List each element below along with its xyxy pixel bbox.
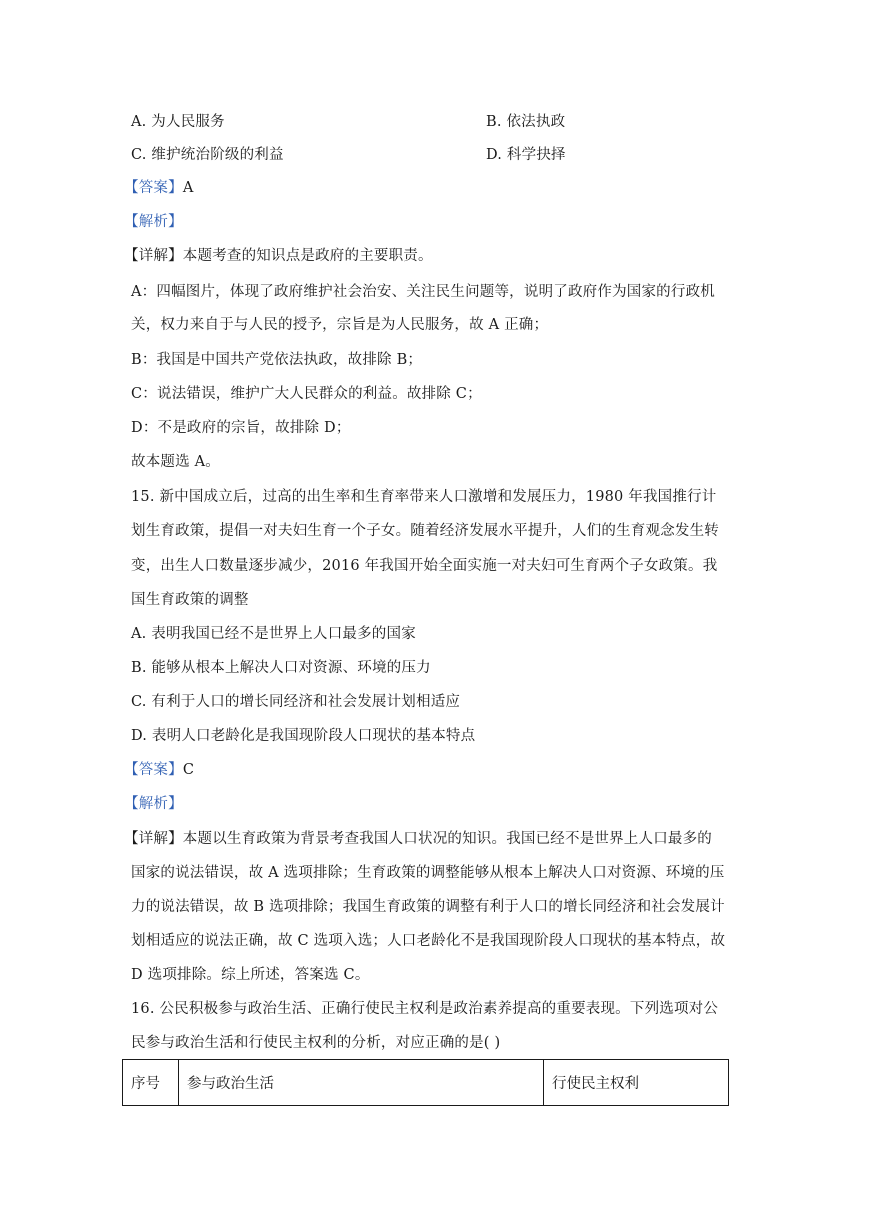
q15-option-d: D. 表明人口老龄化是我国现阶段人口现状的基本特点: [131, 728, 476, 744]
answer-value: A: [182, 180, 194, 196]
answer-value: C: [182, 762, 195, 778]
table-header-row: [123, 1060, 729, 1106]
q16-table: [122, 1059, 729, 1106]
q15-detail-line: 力的说法错误，故 B 选项排除；我国生育政策的调整有利于人口的增长同经济和社会发展计: [131, 899, 725, 915]
q15-detail-line: 国家的说法错误，故 A 选项排除；生育政策的调整能够从根本上解决人口对资源、环境的压: [131, 865, 725, 881]
q15-stem-line: 变，出生人口数量逐步减少，2016 年我国开始全面实施一对夫妇可生育两个子女政策。我: [131, 558, 718, 574]
table-header-cell: 行使民主权利: [544, 1060, 729, 1106]
q14-detail-line: A：四幅图片，体现了政府维护社会治安、关注民生问题等，说明了政府作为国家的行政机: [131, 284, 715, 300]
q15-analysis-label: 【解析】: [124, 796, 183, 812]
q15-detail-line: 【详解】本题以生育政策为背景考查我国人口状况的知识。我国已经不是世界上人口最多的: [124, 831, 712, 847]
q14-analysis-label: 【解析】: [124, 214, 183, 230]
q15-detail-line: D 选项排除。综上所述，答案选 C。: [131, 967, 370, 983]
q15-option-b: B. 能够从根本上解决人口对资源、环境的压力: [131, 660, 431, 676]
table-header-cell: 参与政治生活: [179, 1060, 544, 1106]
q14-option-b: B. 依法执政: [486, 114, 566, 130]
q16-stem-line: 16. 公民积极参与政治生活、正确行使民主权利是政治素养提高的重要表现。下列选项对公: [131, 1001, 719, 1017]
q14-detail-line: C：说法错误，维护广大人民群众的利益。故排除 C；: [131, 386, 482, 402]
q14-option-c: C. 维护统治阶级的利益: [131, 147, 284, 163]
q15-stem-line: 划生育政策，提倡一对夫妇生育一个子女。随着经济发展水平提升，人们的生育观念发生转: [131, 523, 719, 539]
q14-detail-line: 故本题选 A。: [131, 454, 220, 470]
q14-detail-line: 关，权力来自于与人民的授予，宗旨是为人民服务，故 A 正确；: [131, 317, 549, 333]
answer-label: 【答案】: [124, 762, 183, 778]
q15-detail-line: 划相适应的说法正确，故 C 选项入选；人口老龄化不是我国现阶段人口现状的基本特点，故: [131, 933, 726, 949]
q14-detail-line: D：不是政府的宗旨，故排除 D；: [131, 420, 351, 436]
q15-answer: [124, 760, 194, 780]
q15-option-c: C. 有利于人口的增长同经济和社会发展计划相适应: [131, 694, 461, 710]
q14-answer: [124, 178, 193, 198]
q15-stem-line: 国生育政策的调整: [131, 592, 249, 608]
q15-option-a: A. 表明我国已经不是世界上人口最多的国家: [131, 626, 416, 642]
answer-label: 【答案】: [124, 180, 183, 196]
q15-stem-line: 15. 新中国成立后，过高的出生率和生育率带来人口激增和发展压力，1980 年我国推行计: [131, 489, 717, 505]
q14-option-a: A. 为人民服务: [131, 114, 225, 130]
table-header-cell: 序号: [123, 1060, 179, 1106]
q14-option-d: D. 科学抉择: [486, 147, 566, 163]
q14-detail-line: 【详解】本题考查的知识点是政府的主要职责。: [124, 248, 433, 264]
q14-detail-line: B：我国是中国共产党依法执政，故排除 B；: [131, 352, 423, 368]
q16-stem-line: 民参与政治生活和行使民主权利的分析，对应正确的是( ): [131, 1035, 501, 1051]
